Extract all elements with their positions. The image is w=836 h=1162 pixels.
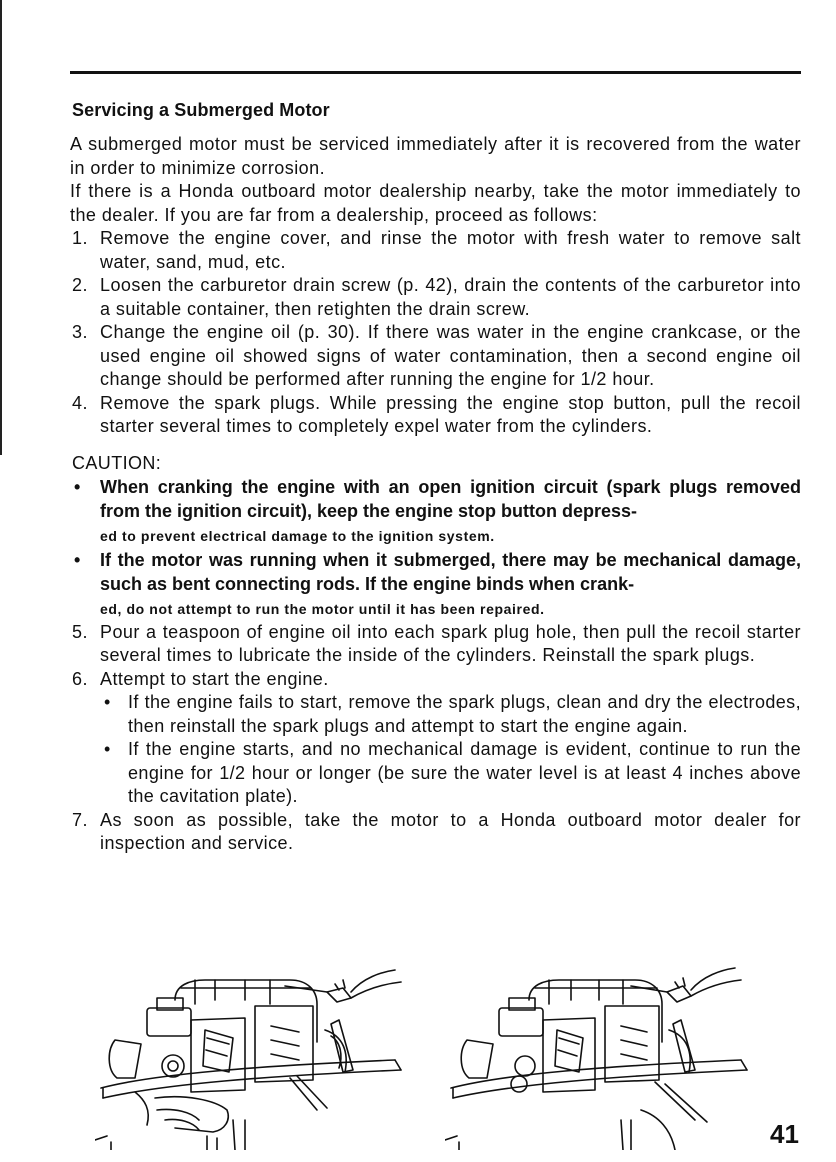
sub-item-text: If the engine starts, and no mechanical damage is evident, continue to run the engine for 1/2 hour or longer (be sure the water level is at least 4 inches above the cavitation plate). — [128, 739, 801, 806]
steps-list-1 — [70, 227, 801, 439]
sub-item-text: If the engine fails to start, remove the spark plugs, clean and dry the electrodes, then reinstall the spark plugs and attempt to start the engine again. — [128, 692, 801, 736]
section-title: Servicing a Submerged Motor — [72, 100, 330, 120]
step-number: 7. — [72, 809, 88, 830]
caution-label: CAUTION: — [72, 452, 162, 473]
step-text: Loosen the carburetor drain screw (p. 42), drain the contents of the carburetor into a suitable container, then retighten the drain screw. — [100, 275, 801, 319]
step-5 — [70, 621, 801, 668]
step-number: 3. — [72, 322, 88, 342]
step-text: Remove the engine cover, and rinse the motor with fresh water to remove salt water, sand, mud, etc. — [100, 228, 801, 272]
step-6 — [70, 668, 801, 809]
step-number: 4. — [72, 392, 88, 413]
caution-text-tail: ed, do not attempt to run the motor until it has been repaired. — [100, 600, 545, 617]
steps-list-2 — [70, 621, 801, 856]
step-number: 6. — [72, 668, 88, 689]
caution-item-2 — [70, 548, 801, 621]
bullet-icon: • — [74, 549, 81, 570]
caution-text: When cranking the engine with an open ignition circuit (spark plugs removed from the ignition circuit), keep the engine stop button depress- — [100, 476, 801, 521]
step-text: Change the engine oil (p. 30). If there was water in the engine crankcase, or the used engine oil showed signs of water contamination, then a second engine oil change should be performed after running the engine for 1/2 hour. — [100, 322, 801, 389]
bullet-icon: • — [104, 692, 111, 712]
bullet-icon: • — [74, 476, 81, 497]
page-edge-line — [0, 0, 2, 455]
step-3 — [70, 321, 801, 392]
engine-illustration-right — [445, 960, 755, 1150]
page-content — [70, 100, 801, 856]
caution-text-tail: ed to prevent electrical damage to the ignition system. — [100, 527, 495, 544]
sub-item-1 — [100, 691, 801, 738]
step-number: 2. — [72, 275, 88, 295]
step-text: Attempt to start the engine. — [100, 668, 329, 689]
step-number: 1. — [72, 228, 88, 248]
step-text: As soon as possible, take the motor to a Honda outboard motor dealer for inspection and service. — [100, 809, 801, 853]
caution-item-1 — [70, 475, 801, 548]
step-number: 5. — [72, 621, 88, 642]
engine-illustration-left — [95, 960, 415, 1150]
caution-text: If the motor was running when it submerged, there may be mechanical damage, such as bent connecting rods. If the engine binds when crank- — [100, 549, 801, 594]
caution-list — [70, 475, 801, 621]
step-2 — [70, 274, 801, 321]
bullet-icon: • — [104, 739, 111, 759]
page-number: 41 — [770, 1119, 799, 1149]
step-text: Pour a teaspoon of engine oil into each spark plug hole, then pull the recoil starter several times to lubricate the inside of the cylinders. Reinstall the spark plugs. — [100, 621, 801, 665]
step-1 — [70, 227, 801, 274]
intro-paragraph-1: A submerged motor must be serviced immediately after it is recovered from the water in order to minimize corrosion. — [70, 134, 801, 178]
step-text: Remove the spark plugs. While pressing the engine stop button, pull the recoil starter several times to completely expel water from the cylinders. — [100, 392, 801, 436]
step-6-sublist — [100, 691, 801, 809]
header-rule — [70, 71, 801, 74]
intro-paragraph-2: If there is a Honda outboard motor dealership nearby, take the motor immediately to the dealer. If you are far from a dealership, proceed as follows: — [70, 181, 801, 225]
step-7 — [70, 809, 801, 856]
step-4 — [70, 392, 801, 439]
sub-item-2 — [100, 738, 801, 809]
